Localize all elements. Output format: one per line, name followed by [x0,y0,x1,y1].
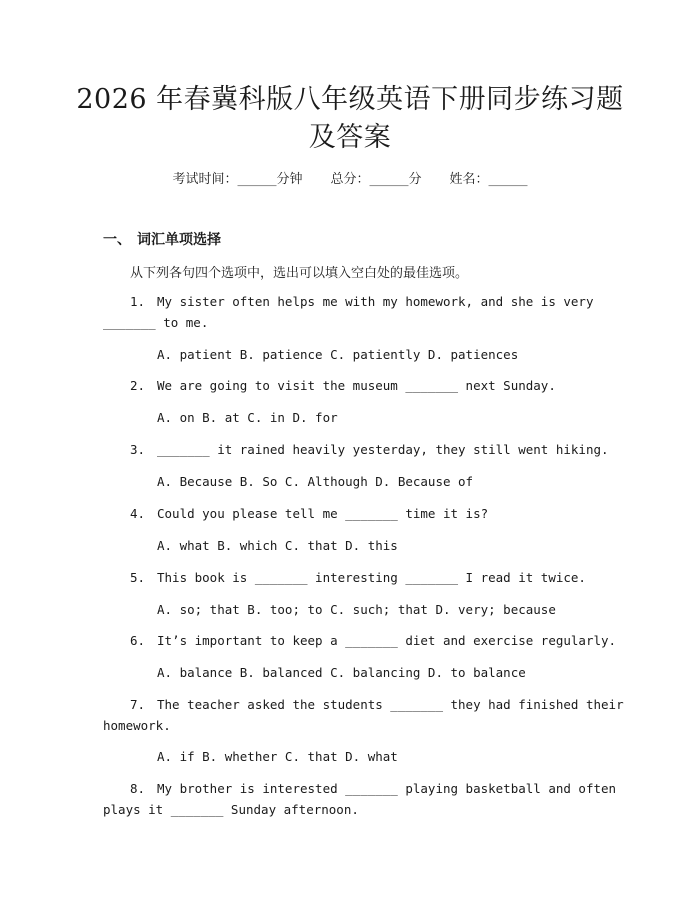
name-label: 姓名： [449,172,489,187]
question-number: 2. [130,378,146,393]
question-number: 7. [130,697,146,712]
question-text: It’s important to keep a _______ diet and exercise regularly. [157,633,617,648]
question-5 [130,567,586,588]
question-text: We are going to visit the museum _______ next Sunday. [157,378,556,393]
question-8 [103,778,617,820]
question-text: My sister often helps me with my homework, and she is very [157,294,594,309]
question-number: 5. [130,570,146,585]
question-7-options: A. if B. whether C. that D. what [157,749,398,764]
question-number: 1. [130,294,146,309]
question-6-options: A. balance B. balanced C. balancing D. to balance [157,665,526,680]
question-text: _______ it rained heavily yesterday, they still went hiking. [157,442,609,457]
question-4 [130,503,488,524]
question-text-continued: _______ to me. [103,315,209,330]
question-7 [103,694,624,736]
question-4-options: A. what B. which C. that D. this [157,538,398,553]
section-number: 一、 [103,232,131,248]
score-blank[interactable]: ______ [369,172,409,187]
question-1 [103,291,594,333]
question-number: 4. [130,506,146,521]
section-instruction: 从下列各句四个选项中，选出可以填入空白处的最佳选项。 [130,266,469,281]
question-6 [130,630,616,651]
question-number: 6. [130,633,146,648]
question-3 [130,439,609,460]
section-title: 词汇单项选择 [137,232,221,248]
section-heading [103,229,221,249]
question-1-options: A. patient B. patience C. patiently D. patiences [157,347,519,362]
score-label: 总分： [330,172,370,187]
document-title-line-2: 及答案 [308,122,392,153]
question-text: My brother is interested _______ playing basketball and often [157,781,617,796]
question-number: 3. [130,442,146,457]
question-5-options: A. so; that B. too; to C. such; that D. very; because [157,602,556,617]
question-2 [130,375,556,396]
question-number: 8. [130,781,146,796]
time-unit: 分钟 [276,172,303,187]
score-unit: 分 [408,172,422,187]
time-label: 考试时间： [172,172,238,187]
exam-info-line [0,168,700,187]
question-text-continued: homework. [103,718,171,733]
name-blank[interactable]: ______ [488,172,528,187]
question-text: Could you please tell me _______ time it is? [157,506,489,521]
question-2-options: A. on B. at C. in D. for [157,410,338,425]
question-text: This book is _______ interesting _______ I read it twice. [157,570,586,585]
question-3-options: A. Because B. So C. Although D. Because of [157,474,474,489]
document-title-line-1: 2026 年春冀科版八年级英语下册同步练习题 [76,84,624,115]
question-text-continued: plays it _______ Sunday afternoon. [103,802,359,817]
time-blank[interactable]: ______ [237,172,277,187]
question-text: The teacher asked the students _______ they had finished their [157,697,624,712]
